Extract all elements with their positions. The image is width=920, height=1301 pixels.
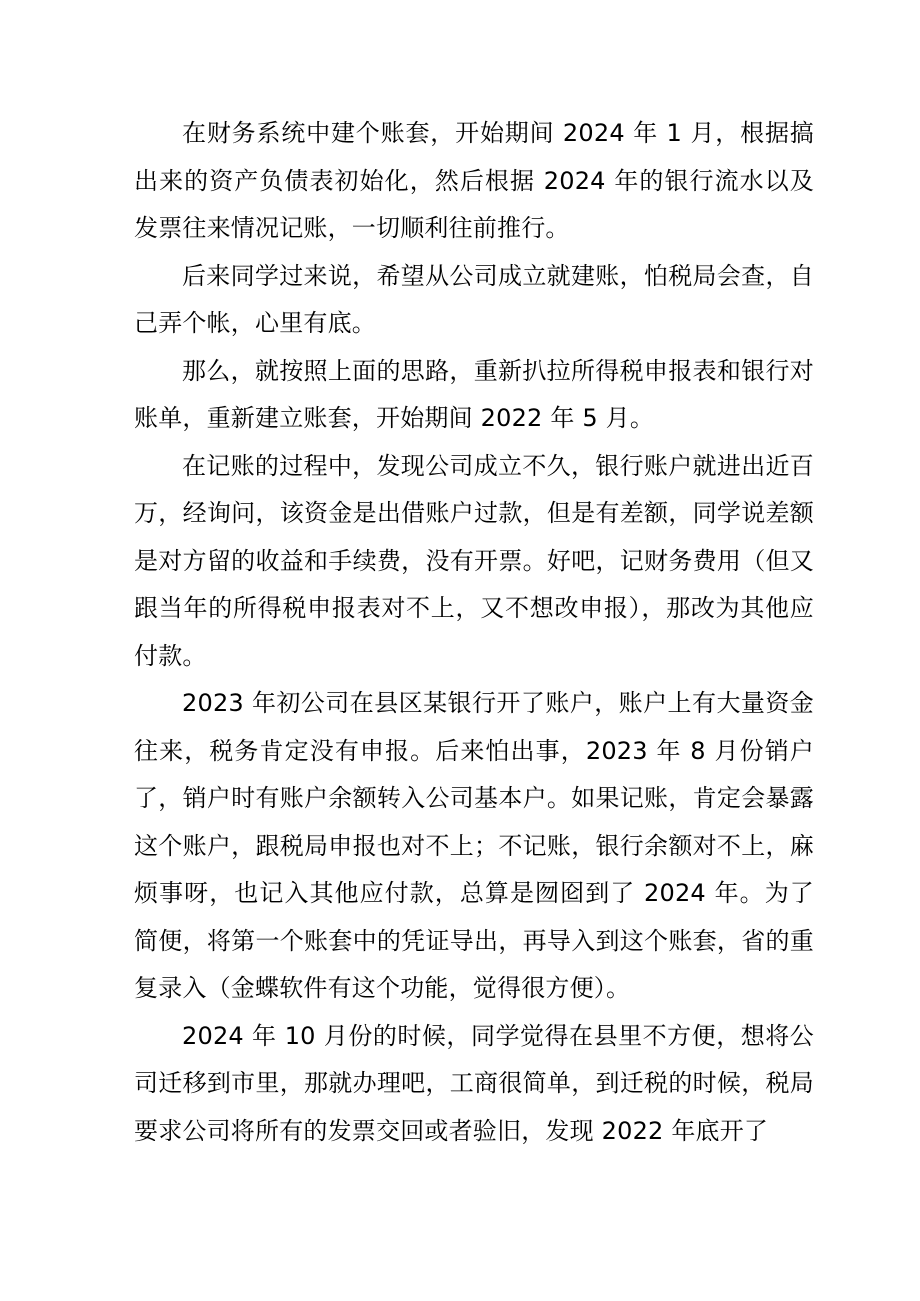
paragraph-4: 在记账的过程中，发现公司成立不久，银行账户就进出近百万，经询问，该资金是出借账户过款，但是有差额，同学说差额是对方留的收益和手续费，没有开票。好吧，记财务费用（但又跟当年的所得税申报表对不上，又不想改申报），那改为其他应付款。 bbox=[134, 451, 814, 670]
paragraph-2: 后来同学过来说，希望从公司成立就建账，怕税局会查，自己弄个帐，心里有底。 bbox=[134, 261, 814, 337]
paragraph-6: 2024 年 10 月份的时候，同学觉得在县里不方便，想将公司迁移到市里，那就办理吧，工商很简单，到迁税的时候，税局要求公司将所有的发票交回或者验旧，发现 2022 年底开了 bbox=[134, 1021, 814, 1145]
paragraph-5: 2023 年初公司在县区某银行开了账户，账户上有大量资金往来，税务肯定没有申报。后来怕出事，2023 年 8 月份销户了，销户时有账户余额转入公司基本户。如果记账，肯定会暴露这个账户，跟税局申报也对不上；不记账，银行余额对不上，麻烦事呀，也记入其他应付款，总算是囫囵到了 2024 年。为了简便，将第一个账套中的凭证导出，再导入到这个账套，省的重复录入（金蝶软件有这个功能，觉得很方便）。 bbox=[134, 689, 814, 1002]
document-body bbox=[134, 110, 814, 1155]
paragraph-3: 那么，就按照上面的思路，重新扒拉所得税申报表和银行对账单，重新建立账套，开始期间 2022 年 5 月。 bbox=[134, 356, 814, 432]
paragraph-1: 在财务系统中建个账套，开始期间 2024 年 1 月，根据搞出来的资产负债表初始化，然后根据 2024 年的银行流水以及发票往来情况记账，一切顺利往前推行。 bbox=[134, 119, 814, 242]
